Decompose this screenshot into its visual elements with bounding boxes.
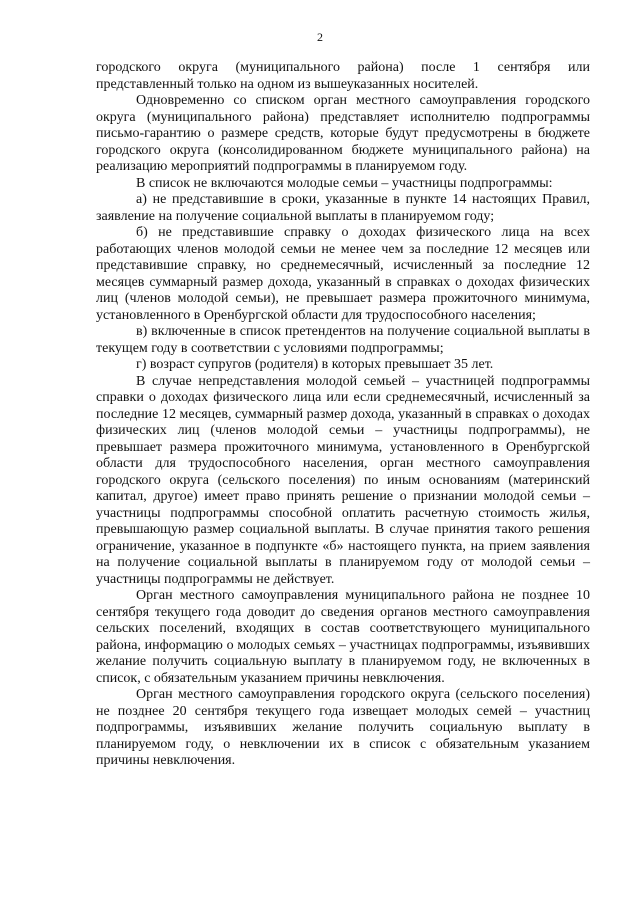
paragraph-guarantee-letter: Одновременно со списком орган местного самоуправления городского округа (муниципального района) представляет исполнителю подпрограммы письмо-гарантию о размере средств, которые будут предусмотрены в бюджете городского округа (консолидированном бюджете муниципального района) на реализацию мероприятий подпрограммы в планируемом году. bbox=[96, 93, 590, 174]
paragraph-notification: Орган местного самоуправления городского округа (сельского поселения) не позднее 20 сентября текущего года извещает молодых семей – участниц подпрограммы, изъявивших желание получить социальную выплату в планируемом году, о невключении их в список с обязательным указанием причины невключения. bbox=[96, 687, 590, 768]
paragraph-continuation: городского округа (муниципального района) после 1 сентября или представленный только на одном из вышеуказанных носителей. bbox=[96, 60, 590, 92]
list-item-v: в) включенные в список претендентов на получение социальной выплаты в текущем году в соответствии с условиями подпрограммы; bbox=[96, 324, 590, 356]
paragraph-exclusions-intro: В список не включаются молодые семьи – участницы подпрограммы: bbox=[136, 175, 553, 191]
paragraph-municipal-district: Орган местного самоуправления муниципального района не позднее 10 сентября текущего года доводит до сведения органов местного самоуправления сельских поселений, входящих в состав соответствующего муниципального района, информацию о молодых семьях – участницах подпрограммы, изъявивших желание получить социальную выплату в планируемом году, не включенных в список, с обязательным указанием причины невключения. bbox=[96, 588, 590, 686]
list-item-g: г) возраст супругов (родителя) в которых превышает 35 лет. bbox=[136, 357, 494, 372]
list-item-b: б) не представившие справку о доходах физического лица на всех работающих членов молодой семьи не менее чем за последние 12 месяцев или представившие справку, но среднемесячный, исчисленный за последние 12 месяцев суммарный размер дохода, указанный в справках о доходах физических лиц (членов молодой семьи), не превышает размера прожиточного минимума, установленного в Оренбургской области для трудоспособного населения; bbox=[96, 225, 590, 323]
list-item-a: а) не представившие в сроки, указанные в пункте 14 настоящих Правил, заявление на получение социальной выплаты в планируемом году; bbox=[96, 192, 590, 224]
document-body bbox=[96, 60, 590, 770]
page-number: 2 bbox=[317, 30, 323, 44]
paragraph-income-certificate: В случае непредставления молодой семьей – участницей подпрограммы справки о доходах физического лица или если среднемесячный, исчисленный за последние 12 месяцев, суммарный размер дохода, указанный в справках о доходах физических лиц (членов молодой семьи – участницы подпрограммы), не превышает размера прожиточного минимума, установленного в Оренбургской области для трудоспособного населения, орган местного самоуправления городского округа (сельского поселения) по иным основаниям (материнский капитал, другое) имеет право принять решение о признании молодой семьи – участницы подпрограммы способной оплатить расчетную стоимость жилья, превышающую размер социальной выплаты. В случае принятия такого решения ограничение, указанное в подпункте «б» настоящего пункта, на прием заявления на получение социальной выплаты в планируемом году от молодой семьи – участницы подпрограммы не действует. bbox=[96, 373, 590, 587]
